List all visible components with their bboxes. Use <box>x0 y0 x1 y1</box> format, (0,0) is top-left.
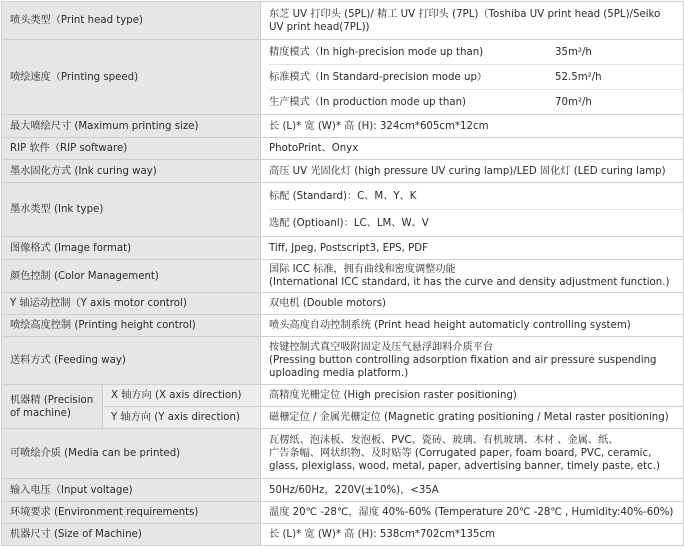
table-row <box>2 160 684 183</box>
rip-label: RIP 软件（RIP software) <box>2 138 261 160</box>
image-format-value: Tiff, Jpeg, Postscript3, EPS, PDF <box>261 237 684 260</box>
speed-mode-label: 精度模式（In high-precision mode up than) <box>269 46 484 58</box>
speed-mode-label: 标准模式（In Standard-precision mode up） <box>269 71 488 83</box>
voltage-value: 50Hz/60Hz，220V(±10%)，<35A <box>261 479 684 502</box>
ink-curing-label: 墨水固化方式 (Ink curing way) <box>2 160 261 183</box>
environment-label: 环境要求 (Environment requirements) <box>2 502 261 524</box>
table-row <box>2 524 684 546</box>
color-mgmt-label: 颜色控制 (Color Management) <box>2 260 261 293</box>
color-mgmt-value <box>261 260 684 293</box>
image-format-label: 图像格式 (Image format) <box>2 237 261 260</box>
table-row <box>2 138 684 160</box>
voltage-label: 输入电压（Input voltage) <box>2 479 261 502</box>
feeding-line1: 按键控制式真空吸附固定及压气悬浮卸料介质平台 <box>269 342 494 353</box>
table-row <box>2 315 684 337</box>
precision-x-value: 高精度光栅定位 (High precision raster positioning) <box>261 385 684 407</box>
printing-speed-value <box>261 40 684 115</box>
ink-type-value <box>261 183 684 237</box>
speed-row-high <box>269 40 683 64</box>
color-mgmt-line1: 国际 ICC 标准，拥有曲线和密度调整功能 <box>269 264 456 275</box>
precision-label-line1: 机器精 (Precision <box>10 394 94 406</box>
printing-speed-label: 喷绘速度（Printing speed) <box>2 40 261 115</box>
max-size-value: 长 (L)* 宽 (W)* 高 (H): 324cm*605cm*12cm <box>261 115 684 138</box>
table-row <box>2 429 684 479</box>
precision-y-value: 磁栅定位 / 金属光栅定位 (Magnetic grating positioning / Metal raster positioning) <box>261 407 684 429</box>
table-row <box>2 293 684 315</box>
table-row <box>2 183 684 237</box>
height-ctrl-label: 喷绘高度控制 (Printing height control) <box>2 315 261 337</box>
table-row <box>2 260 684 293</box>
ink-curing-value: 高压 UV 光固化灯 (high pressure UV curing lamp)/LED 固化灯 (LED curing lamp) <box>261 160 684 183</box>
table-row <box>2 479 684 502</box>
print-head-value <box>261 2 684 40</box>
speed-value: 70m²/h <box>555 96 592 108</box>
feeding-line3: uploading media platform.) <box>269 368 409 379</box>
spec-table <box>1 1 684 546</box>
print-head-value-line1: 东芝 UV 打印头 (5PL)/ 精工 UV 打印头 (7PL)（Toshiba UV print head (5PL)/Seiko <box>269 8 661 20</box>
ink-standard: 标配 (Standard)：C、M、Y、K <box>269 190 417 202</box>
table-row <box>2 502 684 524</box>
media-line1: 瓦楞纸、泡沫板、发泡板、PVC、瓷砖、玻璃、有机玻璃、木材 、金属、纸、 <box>269 435 619 446</box>
table-row <box>2 407 684 429</box>
print-head-value-line2: UV print head(7PL)) <box>269 21 370 33</box>
max-size-label: 最大喷绘尺寸 (Maximum printing size) <box>2 115 261 138</box>
media-label: 可喷绘介质 (Media can be printed) <box>2 429 261 479</box>
environment-value: 温度 20℃ -28℃，湿度 40%-60% (Temperature 20℃ -28℃ , Humidity:40%-60%) <box>261 502 684 524</box>
feeding-value <box>261 337 684 385</box>
media-line3: glass, plexiglass, wood, metal, paper, advertising banner, timely paste, etc.) <box>269 461 660 472</box>
feeding-label: 送料方式 (Feeding way) <box>2 337 261 385</box>
print-head-label: 喷头类型（Print head type) <box>2 2 261 40</box>
table-row <box>2 337 684 385</box>
ink-type-label: 墨水类型 (Ink type) <box>2 183 261 237</box>
machine-size-label: 机器尺寸 (Size of Machine) <box>2 524 261 546</box>
media-line2: 广告条幅、网状织物、及时贴等 (Corrugated paper, foam board, PVC, ceramic, <box>269 448 652 459</box>
table-row <box>2 385 684 407</box>
machine-size-value: 长 (L)* 宽 (W)* 高 (H): 538cm*702cm*135cm <box>261 524 684 546</box>
height-ctrl-value: 喷头高度自动控制系统 (Print head height automaticly controlling system) <box>261 315 684 337</box>
table-row <box>2 115 684 138</box>
speed-row-standard <box>269 64 683 89</box>
precision-x-label: X 轴方向 (X axis direction) <box>103 385 261 407</box>
table-row <box>2 2 684 40</box>
speed-mode-label: 生产模式（In production mode up than) <box>269 96 467 108</box>
table-row <box>2 40 684 115</box>
feeding-line2: (Pressing button controlling adsorption fixation and air pressure suspending <box>269 355 657 366</box>
speed-value: 52.5m²/h <box>555 71 602 83</box>
precision-label <box>2 385 103 429</box>
precision-label-line2: of machine) <box>10 407 71 419</box>
color-mgmt-line2: (International ICC standard, it has the curve and density adjustment function.) <box>269 277 670 288</box>
table-row <box>2 237 684 260</box>
y-motor-value: 双电机 (Double motors) <box>261 293 684 315</box>
y-motor-label: Y 轴运动控制（Y axis motor control) <box>2 293 261 315</box>
speed-row-production <box>269 89 683 114</box>
rip-value: PhotoPrint、Onyx <box>261 138 684 160</box>
media-value <box>261 429 684 479</box>
speed-value: 35m²/h <box>555 46 592 58</box>
precision-y-label: Y 轴方向 (Y axis direction) <box>103 407 261 429</box>
ink-optional: 选配 (Optioanl)：LC、LM、W、V <box>269 209 683 236</box>
